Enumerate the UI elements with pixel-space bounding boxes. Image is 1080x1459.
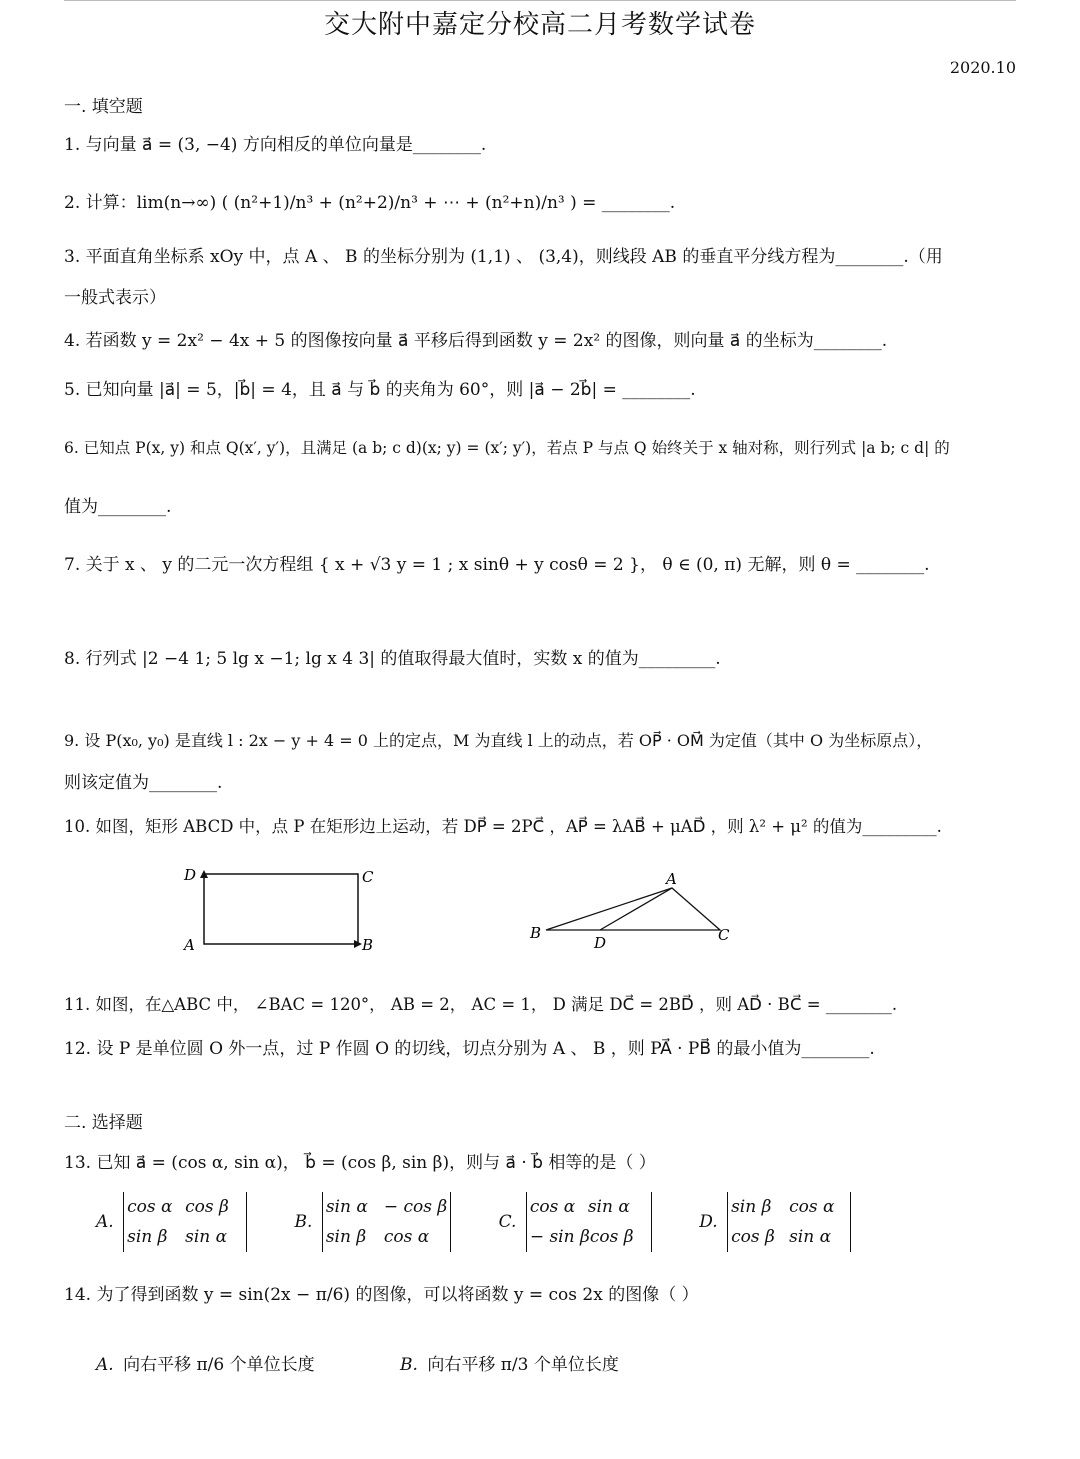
rectangle-abcd-figure <box>176 862 386 958</box>
rect-label-c: C <box>362 868 374 886</box>
det-cell: sin α <box>325 1197 368 1217</box>
question-2: 2. 计算：lim(n→∞) ( (n²+1)/n³ + (n²+2)/n³ + ⋯ + (n²+n)/n³ ) = ________. <box>64 193 676 213</box>
choice-13-c[interactable] <box>499 1192 652 1252</box>
det-cell: sin α <box>789 1227 832 1247</box>
choice-text: 向右平移 π/3 个单位长度 <box>427 1355 619 1375</box>
det-cell: − sin β <box>529 1227 590 1247</box>
question-5: 5. 已知向量 |a⃗| = 5，|b⃗| = 4，且 a⃗ 与 b⃗ 的夹角为 60°，则 |a⃗ − 2b⃗| = ________. <box>64 380 696 400</box>
choice-13-a[interactable] <box>96 1192 247 1252</box>
question-9-line2: 则该定值为________. <box>64 773 223 793</box>
exam-date: 2020.10 <box>949 58 1016 77</box>
triangle-shape <box>546 888 720 930</box>
rect-label-d: D <box>184 866 197 884</box>
triangle-abc-figure <box>524 866 744 956</box>
tri-label-c: C <box>718 926 730 944</box>
choice-letter: B. <box>400 1355 418 1375</box>
det-cell: cos β <box>731 1227 775 1247</box>
question-4: 4. 若函数 y = 2x² − 4x + 5 的图像按向量 a⃗ 平移后得到函数 y = 2x² 的图像，则向量 a⃗ 的坐标为________. <box>64 331 888 351</box>
tri-label-d: D <box>594 934 607 952</box>
det-cell: sin α <box>185 1227 228 1247</box>
det-cell: cos β <box>589 1227 634 1247</box>
determinant <box>526 1192 652 1252</box>
question-13: 13. 已知 a⃗ = (cos α, sin α)， b⃗ = (cos β, sin β)，则与 a⃗ · b⃗ 相等的是（ ） <box>64 1153 656 1173</box>
choice-letter: D. <box>699 1211 718 1232</box>
det-cell: cos α <box>383 1227 430 1247</box>
choice-letter: B. <box>294 1211 313 1232</box>
tri-label-b: B <box>530 924 542 942</box>
question-3-line2: 一般式表示） <box>64 288 166 308</box>
det-cell: cos α <box>529 1197 576 1217</box>
det-cell: cos β <box>185 1197 229 1217</box>
choice-letter: A. <box>96 1211 114 1232</box>
det-cell: − cos β <box>383 1197 448 1217</box>
question-9-line1: 9. 设 P(x₀, y₀) 是直线 l : 2x − y + 4 = 0 上的定点，M 为直线 l 上的动点，若 OP⃗ · OM⃗ 为定值（其中 O 为坐标原点）， <box>64 731 933 750</box>
question-1: 1. 与向量 a⃗ = (3, −4) 方向相反的单位向量是________. <box>64 135 487 155</box>
section-multiple-choice: 二. 选择题 <box>64 1113 143 1133</box>
question-14: 14. 为了得到函数 y = sin(2x − π/6) 的图像，可以将函数 y = cos 2x 的图像（ ） <box>64 1285 699 1305</box>
choice-text: 向右平移 π/6 个单位长度 <box>123 1355 315 1375</box>
determinant <box>727 1192 851 1252</box>
question-12: 12. 设 P 是单位圆 O 外一点，过 P 作圆 O 的切线，切点分别为 A 、 B ，则 PA⃗ · PB⃗ 的最小值为________. <box>64 1039 875 1059</box>
question-6-line2: 值为________. <box>64 497 172 517</box>
choice-13-b[interactable] <box>295 1192 452 1252</box>
det-cell: sin β <box>325 1227 367 1247</box>
question-11: 11. 如图，在△ABC 中， ∠BAC = 120°， AB = 2， AC = 1， D 满足 DC⃗ = 2BD⃗ ，则 AD⃗ · BC⃗ = ________. <box>64 995 898 1014</box>
section-fill-in: 一. 填空题 <box>64 97 143 117</box>
choice-14-b[interactable] <box>400 1350 619 1375</box>
page-title: 交大附中嘉定分校高二月考数学试卷 <box>323 10 756 40</box>
question-3-line1: 3. 平面直角坐标系 xOy 中，点 A 、 B 的坐标分别为 (1,1) 、 (3,4)，则线段 AB 的垂直平分线方程为________.（用 <box>64 247 943 267</box>
determinant <box>123 1192 247 1252</box>
question-8: 8. 行列式 |2 −4 1; 5 lg x −1; lg x 4 3| 的值取得最大值时，实数 x 的值为_________. <box>64 649 721 669</box>
question-13-choices <box>96 1192 893 1252</box>
det-cell: sin β <box>731 1197 772 1217</box>
rectangle-shape <box>204 874 358 944</box>
question-10: 10. 如图，矩形 ABCD 中，点 P 在矩形边上运动，若 DP⃗ = 2PC⃗ ，AP⃗ = λAB⃗ + μAD⃗ ，则 λ² + μ² 的值为_________. <box>64 817 942 836</box>
choice-14-a[interactable] <box>96 1350 315 1375</box>
tri-label-a: A <box>666 870 677 888</box>
det-cell: cos α <box>789 1197 835 1217</box>
choice-letter: C. <box>498 1211 517 1232</box>
choice-letter: A. <box>96 1355 114 1375</box>
choice-13-d[interactable] <box>699 1192 851 1252</box>
question-6-line1: 6. 已知点 P(x, y) 和点 Q(x′, y′)，且满足 (a b; c d)(x; y) = (x′; y′)，若点 P 与点 Q 始终关于 x 轴对称，则行列式 |a b; c d| 的 <box>64 439 950 457</box>
det-cell: cos α <box>127 1197 173 1217</box>
top-rule <box>64 0 1016 1</box>
determinant <box>322 1192 451 1252</box>
rect-label-a: A <box>184 936 195 954</box>
rect-label-b: B <box>362 936 374 954</box>
det-cell: sin α <box>587 1197 630 1217</box>
question-14-choices <box>96 1350 661 1375</box>
question-7: 7. 关于 x 、 y 的二元一次方程组 { x + √3 y = 1 ; x sinθ + y cosθ = 2 }， θ ∈ (0, π) 无解，则 θ = ________. <box>64 555 930 575</box>
det-cell: sin β <box>127 1227 168 1247</box>
